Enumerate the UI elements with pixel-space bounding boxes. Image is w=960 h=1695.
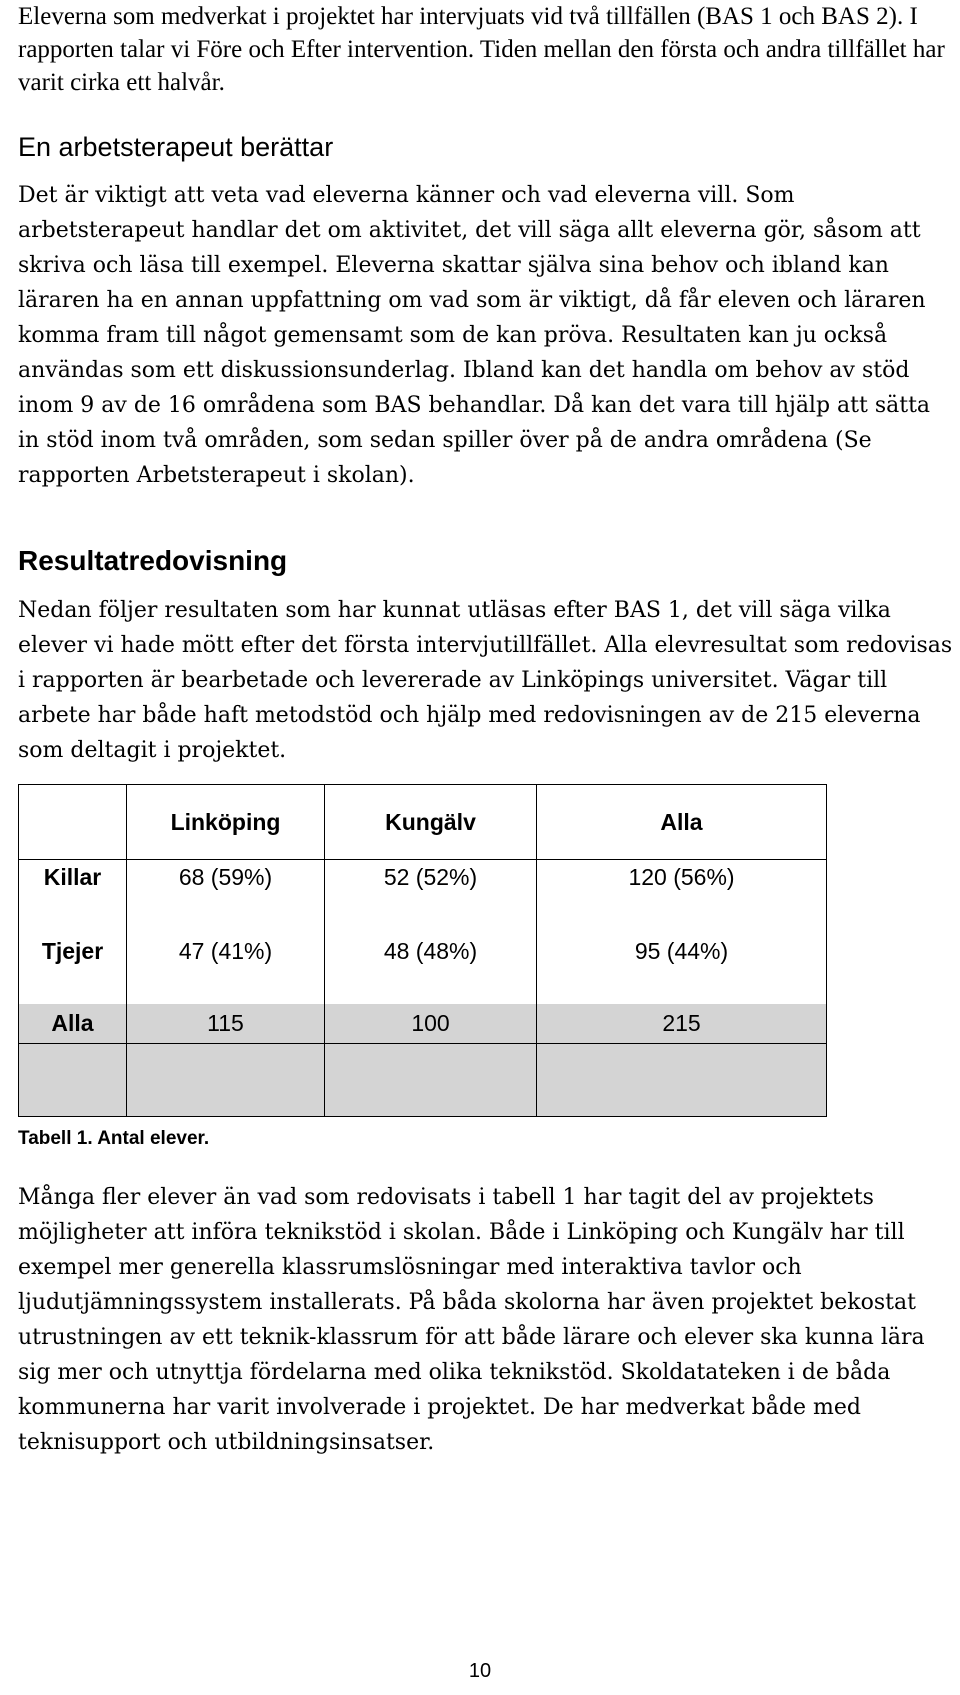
spacer-cell (325, 970, 537, 1004)
paragraph-arbetsterapeut: Det är viktigt att veta vad eleverna känner och vad eleverna vill. Som arbetsterapeut handlar det om aktivitet, det vill säga allt eleverna gör, såsom att skriva och läsa till exempel. Eleverna skattar själva sina behov och ibland kan läraren ha en annan uppfattning om vad som är viktigt, då får eleven och läraren komma fram till något gemensamt som de kan pröva. Resultaten kan ju också användas som ett diskussionsunderlag. Ibland kan det handla om behov av stöd inom 9 av de 16 områdena som BAS behandlar. Då kan det vara till hjälp att sätta in stöd inom två områden, som sedan spiller över på de andra områdena (Se rapporten Arbetsterapeut i skolan). (18, 183, 931, 488)
table-cell: 115 (127, 1004, 325, 1044)
table-spacer-row (19, 970, 827, 1004)
table-corner-cell (19, 785, 127, 860)
students-table (18, 784, 827, 1117)
table-cell: 47 (41%) (127, 933, 325, 970)
table-cell: 100 (325, 1004, 537, 1044)
spacer-cell (127, 895, 325, 933)
column-header-kungalv: Kungälv (325, 785, 537, 860)
table-row-tjejer (19, 933, 827, 970)
column-header-alla: Alla (537, 785, 827, 860)
paragraph-teknikstod: Många fler elever än vad som redovisats i tabell 1 har tagit del av projektets möjligheter att införa teknikstöd i skolan. Både i Linköping och Kungälv har till exempel mer generella klassrumslösningar med interaktiva tavlor och ljudutjämningssystem installerats. På båda skolorna har även projektet bekostat utrustningen av ett teknik-klassrum för att både lärare och elever ska kunna lära sig mer och utnyttja fördelarna med olika teknikstöd. Skoldatateken i de båda kommunerna har varit involverade i projektet. De har medverkat både med teknisupport och utbildningsinsatser. (18, 1185, 925, 1455)
table-caption: Tabell 1. Antal elever. (18, 1128, 210, 1149)
row-label-tjejer: Tjejer (19, 933, 127, 970)
table-cell: 95 (44%) (537, 933, 827, 970)
table-cell: 215 (537, 1004, 827, 1044)
spacer-cell (127, 1044, 325, 1117)
table-cell: 52 (52%) (325, 860, 537, 895)
column-header-linkoping: Linköping (127, 785, 325, 860)
spacer-cell (19, 895, 127, 933)
page-number: 10 (468, 1660, 492, 1682)
spacer-cell (537, 895, 827, 933)
row-label-killar: Killar (19, 860, 127, 895)
paragraph-results-intro: Nedan följer resultaten som har kunnat utläsas efter BAS 1, det vill säga vilka elever vi hade mött efter det första intervjutillfället. Alla elevresultat som redovisas i rapporten är bearbetade och levererade av Linköpings universitet. Vägar till arbete har både haft metodstöd och hjälp med redovisningen av de 215 eleverna som deltagit i projektet. (18, 598, 953, 763)
spacer-cell (537, 1044, 827, 1117)
spacer-cell (19, 1044, 127, 1117)
table-row-alla (19, 1004, 827, 1044)
section-heading: En arbetsterapeut berättar (18, 132, 334, 162)
table-spacer-row (19, 895, 827, 933)
table-cell: 48 (48%) (325, 933, 537, 970)
intro-paragraph: Eleverna som medverkat i projektet har intervjuats vid två tillfällen (BAS 1 och BAS 2). I rapporten talar vi Före och Efter intervention. Tiden mellan den första och andra tillfället har varit cirka ett halvår. (18, 3, 945, 96)
table-row-killar (19, 860, 827, 895)
spacer-cell (537, 970, 827, 1004)
row-label-alla: Alla (19, 1004, 127, 1044)
table-spacer-row (19, 1044, 827, 1117)
spacer-cell (127, 970, 325, 1004)
table-cell: 120 (56%) (537, 860, 827, 895)
spacer-cell (325, 895, 537, 933)
table-header-row (19, 785, 827, 860)
table-cell: 68 (59%) (127, 860, 325, 895)
spacer-cell (19, 970, 127, 1004)
spacer-cell (325, 1044, 537, 1117)
page-title: Resultatredovisning (18, 545, 288, 576)
